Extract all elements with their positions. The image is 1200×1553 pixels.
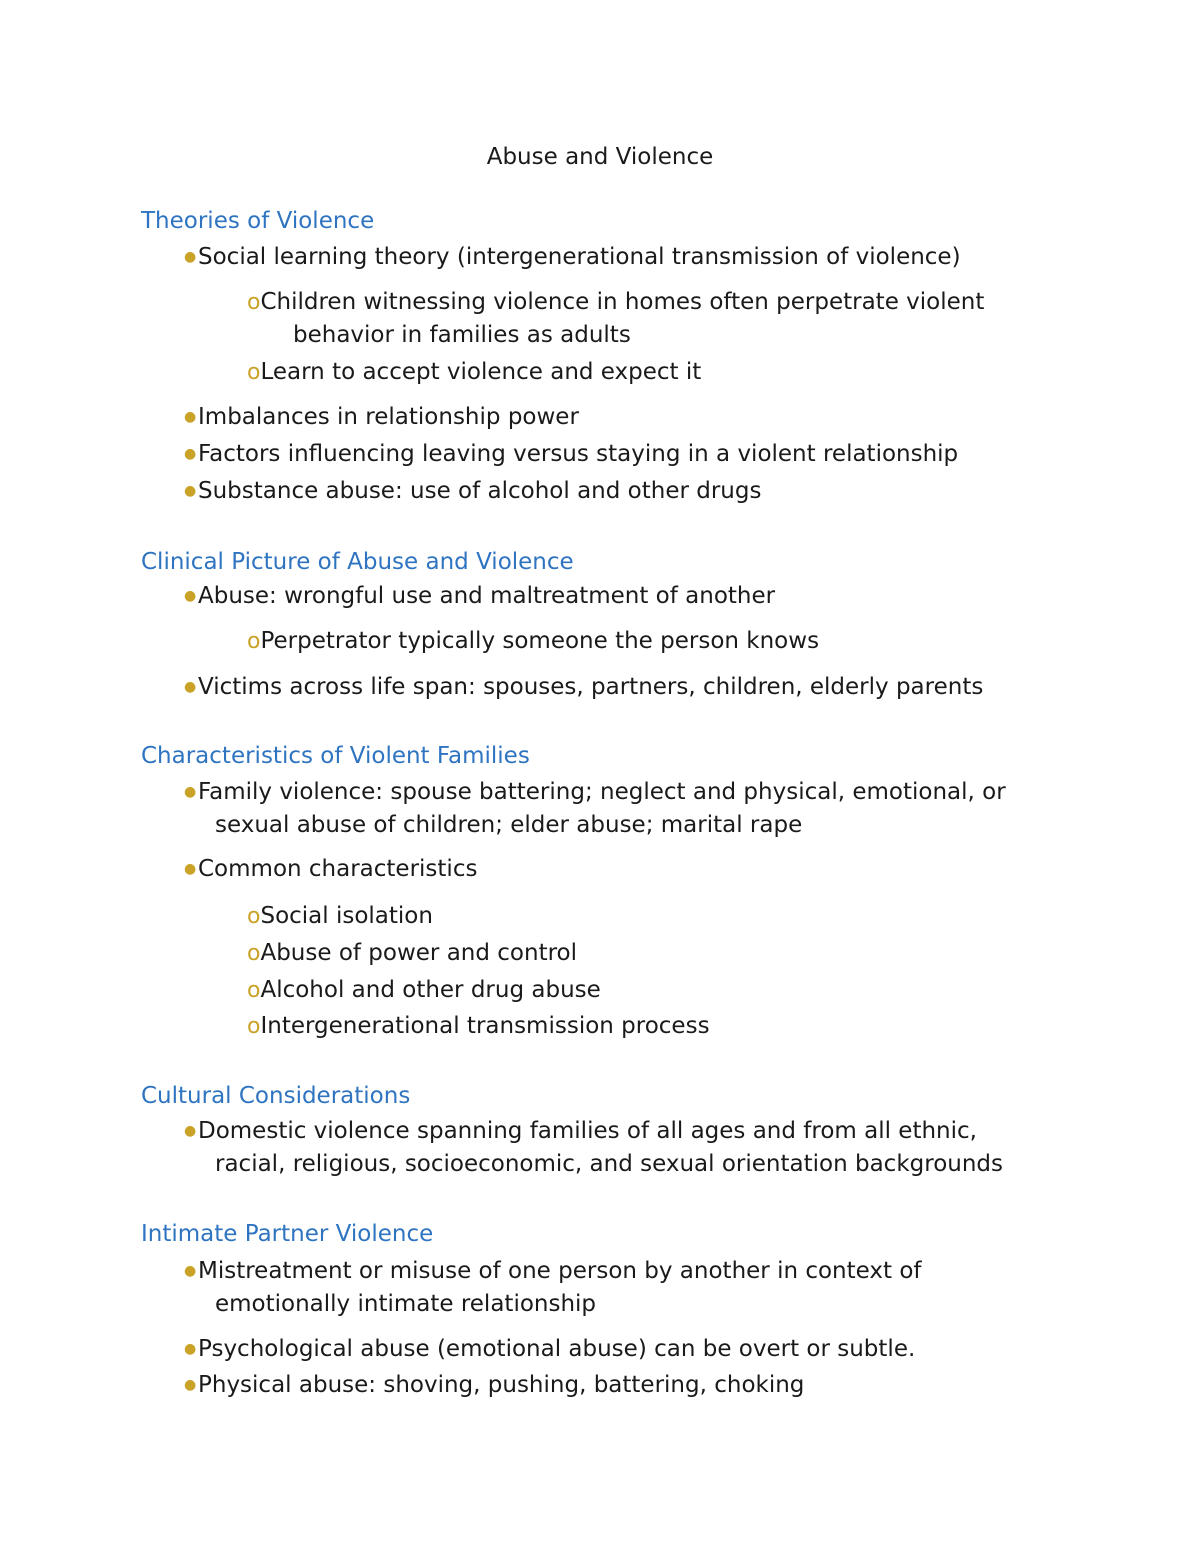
- bullet-item: [184, 1255, 1044, 1321]
- bullet-icon: ●: [184, 861, 197, 877]
- bullet-continuation: racial, religious, socioeconomic, and sexual orientation backgrounds: [215, 1151, 1003, 1177]
- bullet-icon: ●: [184, 446, 197, 462]
- sub-bullet-icon: o: [247, 1014, 261, 1039]
- sub-bullet-icon: o: [247, 629, 261, 654]
- bullet-text: Abuse: wrongful use and maltreatment of another: [198, 583, 776, 609]
- bullet-icon: ●: [184, 1263, 197, 1279]
- sub-item-text: Intergenerational transmission process: [260, 1013, 710, 1039]
- sub-item: [247, 356, 1027, 389]
- bullet-item: [184, 1333, 1044, 1366]
- bullet-icon: ●: [184, 1123, 197, 1139]
- sub-item-text: Abuse of power and control: [260, 940, 578, 966]
- sub-item: [247, 286, 1027, 352]
- bullet-icon: ●: [184, 483, 197, 499]
- bullet-continuation: sexual abuse of children; elder abuse; marital rape: [215, 812, 803, 838]
- bullet-text: Imbalances in relationship power: [198, 404, 579, 430]
- sub-item-text: Perpetrator typically someone the person knows: [260, 628, 820, 654]
- bullet-icon: ●: [184, 1341, 197, 1357]
- bullet-item: [184, 853, 1044, 886]
- bullet-item: [184, 671, 1044, 704]
- sub-bullet-icon: o: [247, 360, 261, 385]
- bullet-text: Physical abuse: shoving, pushing, battering, choking: [198, 1372, 805, 1398]
- bullet-text: Common characteristics: [198, 856, 478, 882]
- bullet-icon: ●: [184, 1377, 197, 1393]
- sub-item-text: Social isolation: [260, 903, 433, 929]
- bullet-item: [184, 580, 1044, 613]
- section-heading: Intimate Partner Violence: [141, 1221, 434, 1247]
- section-heading: Characteristics of Violent Families: [141, 743, 530, 769]
- sub-bullet-icon: o: [247, 978, 261, 1003]
- sub-item-text: Children witnessing violence in homes often perpetrate violent: [260, 289, 985, 315]
- bullet-text: Psychological abuse (emotional abuse) can be overt or subtle.: [198, 1336, 916, 1362]
- bullet-item: [184, 241, 1044, 274]
- bullet-text: Family violence: spouse battering; neglect and physical, emotional, or: [198, 779, 1006, 805]
- bullet-text: Factors influencing leaving versus staying in a violent relationship: [198, 441, 959, 467]
- sub-item: [247, 937, 1027, 970]
- bullet-item: [184, 438, 1044, 471]
- sub-item: [247, 625, 1027, 658]
- bullet-icon: ●: [184, 249, 197, 265]
- sub-bullet-icon: o: [247, 904, 261, 929]
- bullet-text: Substance abuse: use of alcohol and other drugs: [198, 478, 762, 504]
- bullet-icon: ●: [184, 409, 197, 425]
- sub-bullet-icon: o: [247, 290, 261, 315]
- section-heading: Theories of Violence: [141, 208, 375, 234]
- bullet-item: [184, 1115, 1044, 1181]
- sub-item-text: Learn to accept violence and expect it: [260, 359, 702, 385]
- bullet-item: [184, 475, 1044, 508]
- bullet-icon: ●: [184, 679, 197, 695]
- sub-bullet-icon: o: [247, 941, 261, 966]
- bullet-text: Social learning theory (intergenerational transmission of violence): [198, 244, 961, 270]
- bullet-item: [184, 776, 1044, 842]
- sub-item-text: Alcohol and other drug abuse: [260, 977, 601, 1003]
- bullet-text: Mistreatment or misuse of one person by another in context of: [198, 1258, 922, 1284]
- bullet-icon: ●: [184, 588, 197, 604]
- sub-item-continuation: behavior in families as adults: [293, 322, 631, 348]
- bullet-text: Domestic violence spanning families of all ages and from all ethnic,: [198, 1118, 977, 1144]
- section-heading: Cultural Considerations: [141, 1083, 411, 1109]
- bullet-continuation: emotionally intimate relationship: [215, 1291, 597, 1317]
- bullet-item: [184, 401, 1044, 434]
- bullet-icon: ●: [184, 784, 197, 800]
- bullet-item: [184, 1369, 1044, 1402]
- page-title: Abuse and Violence: [486, 144, 714, 170]
- sub-item: [247, 974, 1027, 1007]
- section-heading: Clinical Picture of Abuse and Violence: [141, 549, 574, 575]
- sub-item: [247, 900, 1027, 933]
- sub-item: [247, 1010, 1027, 1043]
- bullet-text: Victims across life span: spouses, partners, children, elderly parents: [198, 674, 984, 700]
